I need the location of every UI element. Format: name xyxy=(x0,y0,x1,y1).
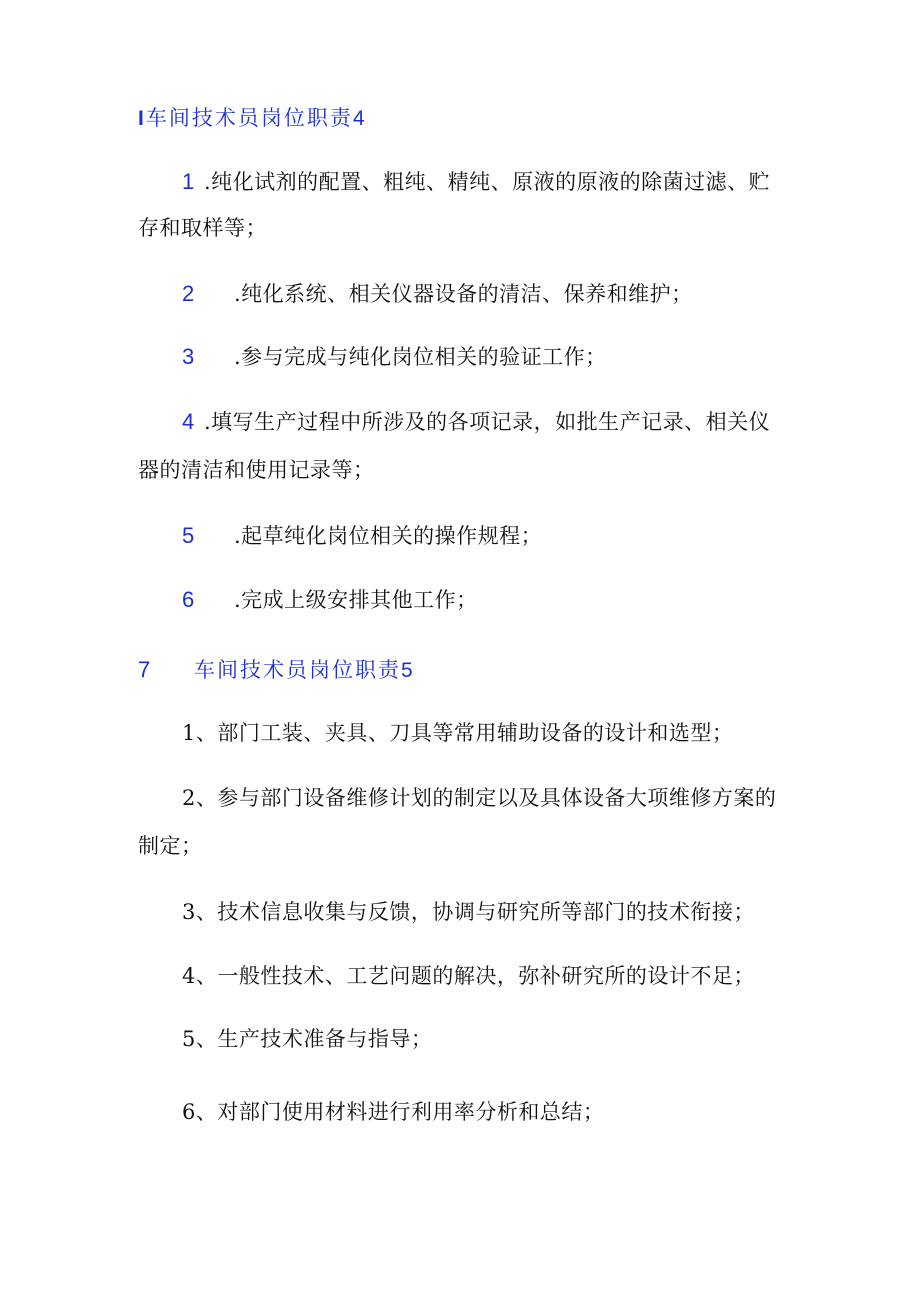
list-item-s2-2 xyxy=(182,784,776,812)
item-text: 1、部门工装、夹具、刀具等常用辅助设备的设计和选型； xyxy=(182,721,734,745)
list-item-4 xyxy=(182,408,770,436)
list-item-6 xyxy=(182,586,478,614)
item-text: 6、对部门使用材料进行利用率分析和总结； xyxy=(182,1100,605,1124)
item-text: 2、参与部门设备维修计划的制定以及具体设备大项维修方案的 xyxy=(182,786,777,810)
list-item-s2-6 xyxy=(182,1098,604,1126)
heading-section-5 xyxy=(138,656,415,685)
item-text: 4、一般性技术、工艺问题的解决，弥补研究所的设计不足； xyxy=(182,964,755,988)
list-item-3 xyxy=(182,343,607,371)
list-item-1-continuation xyxy=(138,214,267,242)
list-item-s2-4 xyxy=(182,962,755,990)
heading-number: 4 xyxy=(352,107,367,130)
item-text: 5、生产技术准备与指导； xyxy=(182,1027,433,1051)
item-text: .填写生产过程中所涉及的各项记录，如批生产记录、相关仪 xyxy=(204,410,771,434)
heading-number: 5 xyxy=(401,659,415,682)
item-number: 2 xyxy=(182,281,195,306)
item-text: 器的清洁和使用记录等； xyxy=(138,458,375,482)
item-number: 4 xyxy=(182,409,195,434)
item-text: .起草纯化岗位相关的操作规程； xyxy=(234,524,543,548)
list-item-4-continuation xyxy=(138,456,375,484)
list-item-2 xyxy=(182,280,693,308)
item-text: 制定； xyxy=(138,834,203,858)
heading-marker: I xyxy=(138,107,146,130)
item-text: 3、技术信息收集与反馈，协调与研究所等部门的技术衔接； xyxy=(182,900,755,924)
heading-section-4 xyxy=(138,104,367,133)
item-number: 6 xyxy=(182,587,195,612)
list-item-s2-1 xyxy=(182,719,733,747)
heading-number-prefix: 7 xyxy=(138,657,153,682)
heading-title: 车间技术员岗位职责 xyxy=(194,658,401,682)
item-text: .完成上级安排其他工作； xyxy=(234,588,478,612)
item-text: .纯化试剂的配置、粗纯、精纯、原液的原液的除菌过滤、贮 xyxy=(204,170,771,194)
item-number: 3 xyxy=(182,344,195,369)
list-item-1 xyxy=(182,168,770,196)
list-item-s2-3 xyxy=(182,898,755,926)
heading-title: 车间技术员岗位职责 xyxy=(145,106,353,130)
item-text: 存和取样等； xyxy=(138,216,267,240)
item-text: .参与完成与纯化岗位相关的验证工作； xyxy=(234,345,607,369)
item-number: 5 xyxy=(182,523,195,548)
item-text: .纯化系统、相关仪器设备的清洁、保养和维护； xyxy=(234,282,693,306)
list-item-s2-2-continuation xyxy=(138,832,203,860)
list-item-s2-5 xyxy=(182,1025,432,1053)
item-number: 1 xyxy=(182,169,195,194)
list-item-5 xyxy=(182,522,542,550)
